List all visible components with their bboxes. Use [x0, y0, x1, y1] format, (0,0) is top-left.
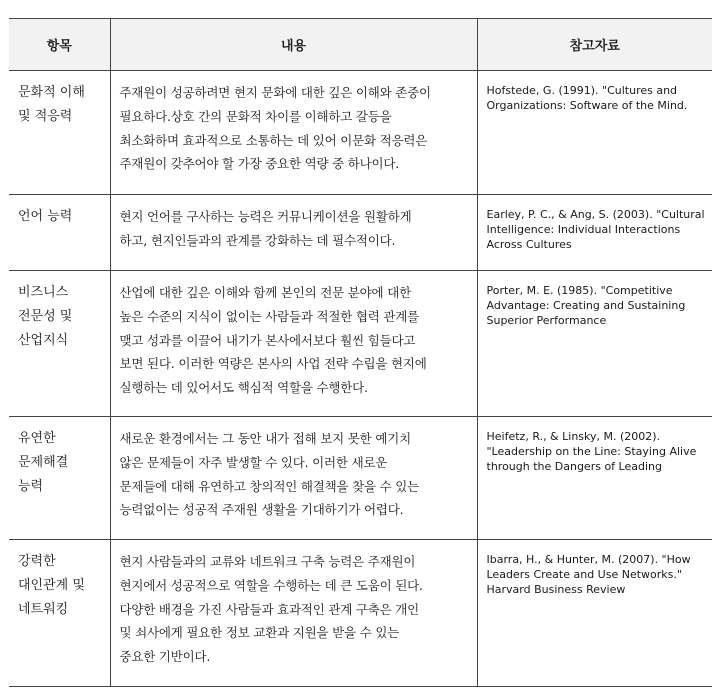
- header-row: [9, 19, 712, 71]
- category-text: 문화적 이해 및 적응력: [18, 85, 85, 124]
- header-content: 내용: [110, 19, 477, 71]
- category-text: 비즈니스 전문성 및 산업지식: [18, 285, 73, 348]
- category-cell: [9, 195, 110, 271]
- reference-cell: [477, 417, 712, 540]
- table-row: [9, 71, 712, 195]
- reference-text: Hofstede, G. (1991). "Cultures and Organizations: Software of the Mind.: [486, 84, 688, 112]
- category-text: 언어 능력: [18, 209, 73, 224]
- category-text: 유연한 문제해결 능력: [18, 431, 69, 494]
- table-row: [9, 271, 712, 417]
- content-text: 현지 사람들과의 교류와 네트워크 구축 능력은 주재원이 현지에서 성공적으로 역할을 수행하는 데 큰 도움이 된다. 다양한 배경을 가진 사람들과 효과적인 관계 구축은 개인 및 쇠사에게 필요한 정보 교환과 지원을 받을 수 있는 중요한 기반이다.: [119, 554, 423, 665]
- reference-text: Earley, P. C., & Ang, S. (2003). "Cultural Intelligence: Individual Interactions Across Cultures: [486, 208, 705, 251]
- category-cell: [9, 71, 110, 195]
- reference-text: Porter, M. E. (1985). "Competitive Advantage: Creating and Sustaining Superior Performance: [486, 284, 686, 327]
- content-text: 주재원이 성공하려면 현지 문화에 대한 깊은 이해와 존중이 필요하다.상호 간의 문화적 차이를 이해하고 갈등을 최소화하며 효과적으로 소통하는 데 있어 이문화 적응력은 주재원이 갖추어야 할 가장 중요한 역량 중 하나이다.: [119, 85, 431, 172]
- reference-cell: [477, 71, 712, 195]
- content-text: 산업에 대한 깊은 이해와 함께 본인의 전문 분야에 대한 높은 수준의 지식이 없이는 사람들과 적절한 협력 관계를 맺고 성과를 이끌어 내기가 본사에서보다 훨씬 힘들다고 보면 된다. 이러한 역량은 본사의 사업 전략 수립을 현지에 실행하는 데 있어서도 핵심적 역할을 수행한다.: [119, 285, 427, 396]
- reference-cell: [477, 540, 712, 687]
- table-row: [9, 540, 712, 687]
- content-text: 새로운 환경에서는 그 동안 내가 접해 보지 못한 예기치 않은 문제들이 자주 발생할 수 있다. 이러한 새로운 문제들에 대해 유연하고 창의적인 해결책을 찾을 수 있는 능력없이는 성공적 주재원 생활을 기대하기가 어렵다.: [119, 431, 420, 518]
- category-cell: [9, 417, 110, 540]
- competency-table: [9, 18, 712, 687]
- content-cell: [110, 540, 477, 687]
- reference-text: Heifetz, R., & Linsky, M. (2002). "Leadership on the Line: Staying Alive through the Dangers of Leading: [486, 430, 697, 473]
- category-cell: [9, 271, 110, 417]
- content-cell: [110, 271, 477, 417]
- reference-cell: [477, 195, 712, 271]
- content-text: 현지 언어를 구사하는 능력은 커뮤니케이션을 원활하게 하고, 현지인들과의 관계를 강화하는 데 필수적이다.: [119, 209, 412, 248]
- category-cell: [9, 540, 110, 687]
- category-text: 강력한 대인관계 및 네트워킹: [18, 554, 85, 617]
- table-row: [9, 195, 712, 271]
- content-cell: [110, 195, 477, 271]
- table-row: [9, 417, 712, 540]
- header-category: 항목: [9, 19, 110, 71]
- content-cell: [110, 417, 477, 540]
- content-cell: [110, 71, 477, 195]
- reference-cell: [477, 271, 712, 417]
- reference-text: Ibarra, H., & Hunter, M. (2007). "How Leaders Create and Use Networks." Harvard Business Review: [486, 553, 691, 596]
- header-reference: 참고자료: [477, 19, 712, 71]
